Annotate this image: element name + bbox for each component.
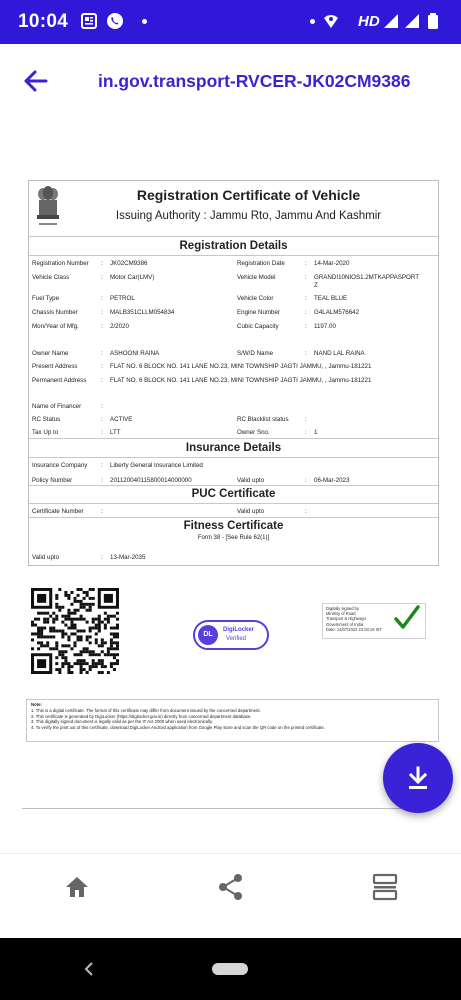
back-arrow-icon[interactable] — [20, 66, 50, 96]
sdw-name: NAND LAL RAINA — [314, 350, 365, 357]
view-agenda-icon[interactable] — [370, 872, 400, 902]
check-icon — [393, 604, 421, 632]
insurance-valid-upto: 06-Mar-2023 — [314, 477, 350, 484]
issuing-authority: Issuing Authority : Jammu Rto, Jammu And Kashmir — [115, 210, 382, 222]
owner-sno: 1 — [314, 429, 318, 436]
colon: : — [101, 323, 103, 330]
vehicle-class: Motor Car(LMV) — [110, 274, 155, 281]
permanent-address: FLAT NO. 6 BLOCK NO. 141 LANE NO.23, MINI TOWNSHIP JAGTI JAMMU, , Jammu-181221 — [110, 377, 372, 384]
signal-icon — [403, 12, 421, 30]
colon: : — [101, 477, 103, 484]
field-label: Valid upto — [237, 477, 265, 484]
colon: : — [101, 350, 103, 357]
colon: : — [305, 323, 307, 330]
field-label: Vehicle Class — [32, 274, 70, 281]
field-label: Registration Date — [237, 260, 285, 267]
notification-dot — [310, 19, 315, 24]
divider — [29, 503, 438, 504]
hotspot-icon — [322, 12, 340, 30]
content-divider — [22, 808, 422, 809]
colon: : — [305, 274, 307, 281]
signature-line: Digitally signed by — [326, 606, 359, 611]
status-bar — [0, 0, 461, 44]
whatsapp-icon — [106, 12, 124, 30]
note-item: 3. This digitally signed document is legally valid as per the IT Act 2000 when used electronically. — [31, 719, 214, 725]
vehicle-model-continued: Z — [314, 282, 318, 289]
qr-code-image — [31, 588, 119, 674]
signal-icon — [382, 12, 400, 30]
note-title: Note: — [31, 702, 42, 707]
verified-label: Verified — [226, 636, 247, 642]
share-icon[interactable] — [216, 872, 246, 902]
colon: : — [101, 429, 103, 436]
registration-certificate — [28, 180, 439, 566]
system-navigation-bar — [0, 938, 461, 1000]
cubic-capacity: 1197.00 — [314, 323, 336, 330]
download-button[interactable] — [383, 743, 453, 813]
colon: : — [101, 274, 103, 281]
field-label: Chassis Number — [32, 309, 78, 316]
note-item: 4. To verify the print out of this certificate, download DigiLocker Android application from Google Play store and scan the QR code on the printed certificate. — [31, 725, 325, 731]
divider — [29, 485, 438, 486]
download-icon — [405, 765, 431, 791]
colon: : — [305, 429, 307, 436]
fitness-certificate-heading: Fitness Certificate — [183, 520, 284, 532]
fitness-valid-upto: 13-Mar-2035 — [110, 554, 146, 561]
field-label: RC Blacklist status — [237, 416, 289, 423]
colon: : — [101, 554, 103, 561]
field-label: Tax Up to — [32, 429, 59, 436]
battery-icon — [424, 12, 442, 30]
news-icon — [80, 12, 98, 30]
present-address: FLAT NO. 6 BLOCK NO. 141 LANE NO.23, MINI TOWNSHIP JAGTI JAMMU, , Jammu-181221 — [110, 363, 372, 370]
status-time: 10:04 — [18, 11, 69, 32]
colon: : — [101, 416, 103, 423]
colon: : — [101, 295, 103, 302]
field-label: RC Status — [32, 416, 61, 423]
network-type: HD — [358, 13, 380, 30]
qr-code — [31, 588, 119, 674]
colon: : — [305, 295, 307, 302]
field-label: S/W/D Name — [237, 350, 274, 357]
field-label: Cubic Capacity — [237, 323, 279, 330]
page-title: in.gov.transport-RVCER-JK02CM9386 — [98, 71, 411, 91]
field-label: Fuel Type — [32, 295, 60, 302]
field-label: Valid upto — [237, 508, 265, 515]
signature-line: Government of India — [326, 621, 364, 627]
divider — [29, 457, 438, 458]
field-label: Insurance Company — [32, 462, 88, 469]
field-label: Mon/Year of Mfg. — [32, 323, 79, 330]
field-label: Vehicle Model — [237, 274, 276, 281]
colon: : — [305, 477, 307, 484]
signature-line: Date: 14/07/2022 22:03:19 IST — [326, 626, 382, 632]
registration-number: JK02CM9386 — [110, 260, 148, 267]
home-icon[interactable] — [62, 872, 92, 902]
field-label: Present Address — [32, 363, 78, 370]
field-label: Name of Financer — [32, 403, 82, 410]
note-item: 2. This certificate is generated by DigiLocker (https://digilocker.gov.in) directly from concerned department database. — [31, 713, 252, 719]
field-label: Permanent Address — [32, 377, 87, 384]
tax-upto: LTT — [110, 429, 121, 436]
app-bar — [0, 44, 461, 120]
registration-date: 14-Mar-2020 — [314, 260, 350, 267]
notification-dot — [142, 19, 147, 24]
divider — [29, 255, 438, 256]
colon: : — [101, 377, 103, 384]
certificate-title: Registration Certificate of Vehicle — [136, 187, 361, 203]
registration-details-heading: Registration Details — [179, 240, 288, 252]
rc-status: ACTIVE — [110, 416, 133, 423]
colon: : — [101, 363, 103, 370]
chassis-number: MALB351CLLM054834 — [110, 309, 175, 316]
puc-certificate-heading: PUC Certificate — [191, 488, 276, 500]
note-item: 1. This is a digital certificate. The format of this certificate may differ from document issued by the concerned department. — [31, 707, 261, 713]
divider — [29, 517, 438, 518]
colon: : — [305, 260, 307, 267]
signature-line: Transport & Highways — [326, 616, 367, 622]
field-label: Policy Number — [32, 477, 73, 484]
digilocker-label: DigiLocker — [223, 627, 255, 633]
fitness-form-reference: Form 38 - [See Rule 62(1)] — [197, 535, 270, 541]
colon: : — [101, 403, 103, 410]
field-label: Certificate Number — [32, 508, 84, 515]
colon: : — [101, 508, 103, 515]
field-label: Registration Number — [32, 260, 89, 267]
vehicle-color: TEAL BLUE — [314, 295, 348, 302]
insurance-details-heading: Insurance Details — [185, 442, 282, 454]
colon: : — [305, 350, 307, 357]
colon: : — [305, 309, 307, 316]
digilocker-verified-badge — [193, 620, 269, 650]
colon: : — [101, 462, 103, 469]
engine-number: G4LALM576642 — [314, 309, 360, 316]
manufacture-date: 2/2020 — [110, 323, 129, 330]
digital-signature — [322, 603, 426, 639]
bottom-action-bar — [0, 853, 461, 938]
colon: : — [305, 508, 307, 515]
field-label: Valid upto — [32, 554, 60, 561]
colon: : — [305, 416, 307, 423]
field-label: Owner Sno. — [237, 429, 270, 436]
colon: : — [101, 309, 103, 316]
owner-name: ASHOONI RAINA — [110, 350, 160, 357]
divider — [29, 236, 438, 237]
digilocker-logo-icon: DL — [198, 625, 218, 645]
fuel-type: PETROL — [110, 295, 135, 302]
nav-home-pill[interactable] — [212, 963, 248, 975]
nav-back-icon[interactable] — [80, 960, 98, 978]
field-label: Engine Number — [237, 309, 280, 316]
signature-line: Ministry of Road — [326, 611, 356, 617]
colon: : — [101, 260, 103, 267]
divider — [29, 438, 438, 439]
certificate-note — [26, 699, 439, 742]
insurance-company: Liberty General Insurance Limited — [110, 462, 203, 469]
signature-text — [326, 606, 396, 632]
policy-number: 201120040115800014000000 — [110, 477, 192, 484]
vehicle-model: GRANDI10NIOS1.2MTKAPPASPORT — [314, 274, 419, 281]
field-label: Owner Name — [32, 350, 69, 357]
field-label: Vehicle Color — [237, 295, 274, 302]
